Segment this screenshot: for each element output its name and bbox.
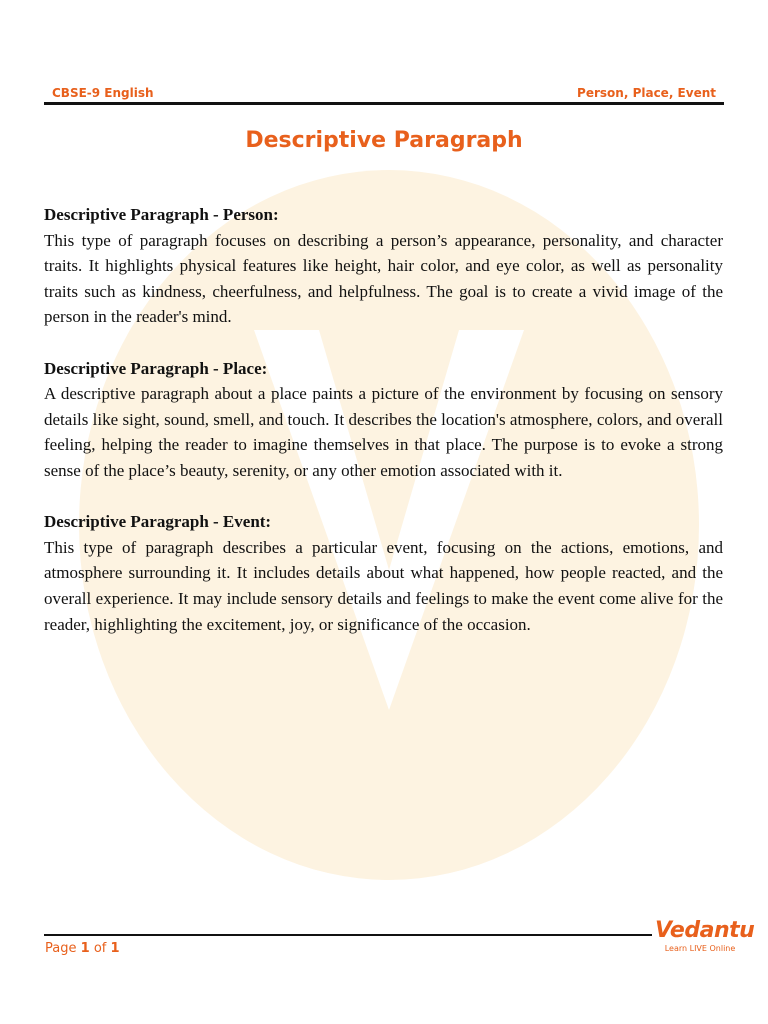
vedantu-logo xyxy=(655,918,755,954)
section-paragraph: This type of paragraph focuses on describing a person’s appearance, personality, and character traits. It highlights physical features like height, hair color, and eye color, as well as personality traits such as kindness, cheerfulness, and helpfulness. The goal is to create a vivid image of the person in the reader's mind. xyxy=(44,230,723,327)
logo-tagline: Learn LIVE Online xyxy=(664,944,736,953)
section-paragraph: A descriptive paragraph about a place paints a picture of the environment by focusing on sensory details like sight, sound, smell, and touch. It describes the location's atmosphere, colors, and overall feeling, helping the reader to imagine themselves in that place. The purpose is to evoke a strong sense of the place’s beauty, serenity, or any other emotion associated with it. xyxy=(44,384,723,480)
section-place xyxy=(44,356,723,484)
page-current: 1 xyxy=(80,941,90,956)
header-divider xyxy=(44,102,724,105)
page-of: of xyxy=(93,941,107,956)
section-event xyxy=(44,509,723,637)
page-label: Page xyxy=(45,941,77,956)
logo-wordmark: Vedantu xyxy=(655,918,755,943)
page-title: Descriptive Paragraph xyxy=(245,128,523,153)
footer-divider xyxy=(44,934,652,936)
page-total: 1 xyxy=(110,941,120,956)
section-heading: Descriptive Paragraph - Person: xyxy=(44,205,279,224)
section-paragraph: This type of paragraph describes a particular event, focusing on the actions, emotions, and atmosphere surrounding it. It includes details about what happened, how people reacted, and the overall experience. It may include sensory details and feelings to make the event come alive for the reader, highlighting the excitement, joy, or significance of the occasion. xyxy=(44,537,723,634)
header-subject: CBSE-9 English xyxy=(52,86,154,100)
page-number xyxy=(45,941,120,956)
section-heading: Descriptive Paragraph - Event: xyxy=(44,512,272,532)
section-heading: Descriptive Paragraph - Place: xyxy=(44,358,268,378)
section-person xyxy=(44,202,723,330)
header-topic: Person, Place, Event xyxy=(577,86,716,100)
document-body xyxy=(44,202,723,663)
